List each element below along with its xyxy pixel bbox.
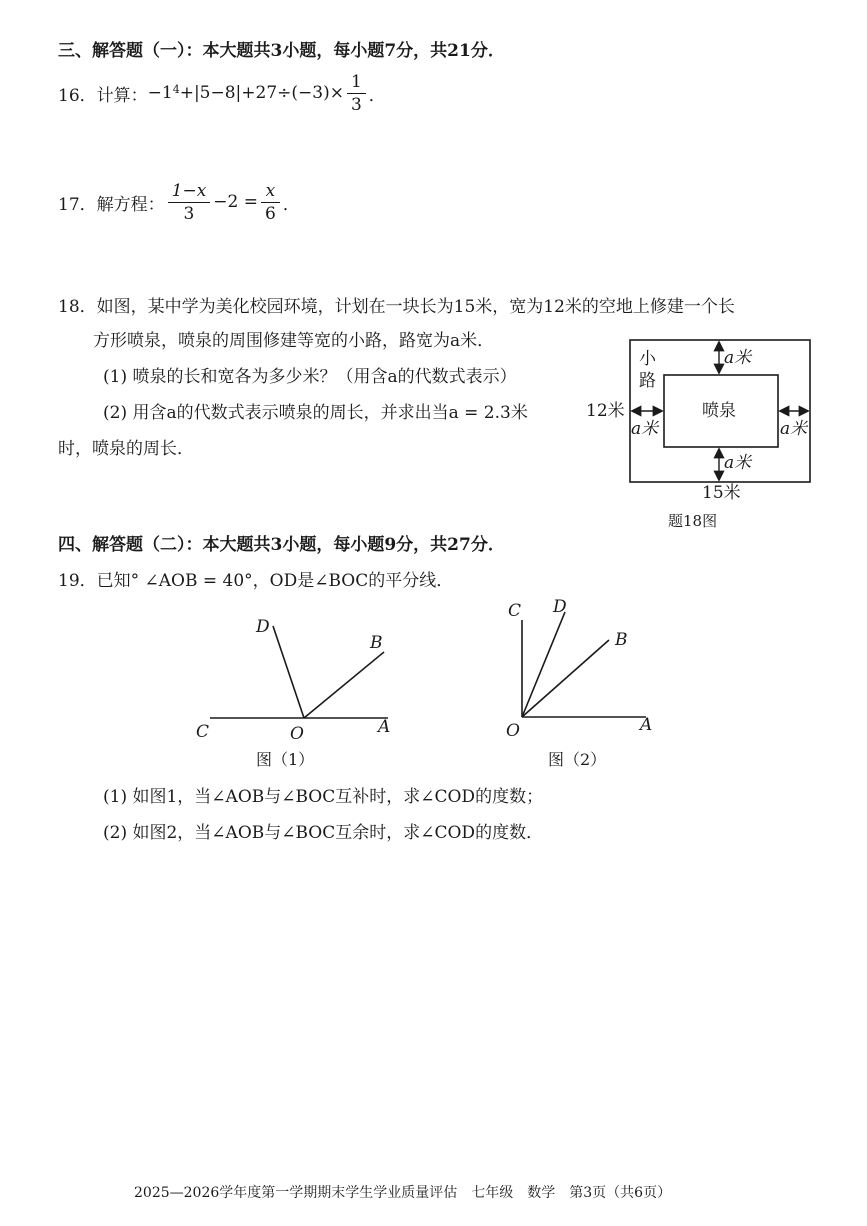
q18-figure bbox=[584, 336, 824, 536]
left-width-label: a米 bbox=[631, 419, 659, 439]
q16-tail: ． bbox=[368, 85, 386, 106]
fig1-label-C: C bbox=[196, 722, 210, 742]
q16-expr-middle: +|5−8|+27÷(−3)× bbox=[179, 83, 344, 103]
q16-label: 16．计算： bbox=[58, 85, 148, 106]
q16-exponent: 4 bbox=[172, 82, 180, 96]
road-label-1: 小 bbox=[639, 349, 656, 369]
ray-OB-2 bbox=[522, 640, 609, 717]
ray-OD bbox=[273, 626, 304, 718]
fig1-label-A: A bbox=[378, 717, 391, 737]
section-3-heading: 三、解答题（一）：本大题共3小题，每小题7分，共21分． bbox=[58, 41, 505, 61]
right-width-label: a米 bbox=[780, 419, 808, 439]
question-16 bbox=[58, 70, 386, 116]
fig2-label-D: D bbox=[553, 597, 567, 617]
fig2-label-A: A bbox=[640, 715, 653, 735]
fig2-label-C: C bbox=[508, 601, 522, 621]
q19-stem: 19．已知° ∠AOB = 40°，OD是∠BOC的平分线． bbox=[58, 571, 454, 591]
fig1-label-D: D bbox=[256, 617, 270, 637]
q19-figure-1 bbox=[190, 608, 410, 773]
top-width-label: a米 bbox=[724, 348, 752, 368]
section-4-heading: 四、解答题（二）：本大题共3小题，每小题9分，共27分． bbox=[58, 535, 505, 555]
q16-expr-before: −1 bbox=[147, 83, 173, 103]
fig1-label-B: B bbox=[370, 633, 383, 653]
q19-part-1: (1) 如图1，当∠AOB与∠BOC互补时，求∠COD的度数； bbox=[103, 787, 544, 807]
road-label-2: 路 bbox=[639, 371, 656, 391]
q17-frac2-den: 6 bbox=[265, 203, 276, 224]
fig1-caption: 图（1） bbox=[256, 750, 315, 769]
q17-frac2-num: x bbox=[261, 180, 280, 203]
q16-frac-den: 3 bbox=[350, 94, 362, 115]
q18-line-1: 18．如图，某中学为美化校园环境，计划在一块长为15米，宽为12米的空地上修建一个长 bbox=[58, 297, 735, 317]
field-width-label: 12米 bbox=[586, 401, 625, 421]
fig1-label-O: O bbox=[290, 724, 304, 744]
q17-frac1-den: 3 bbox=[183, 203, 195, 224]
ray-OB bbox=[304, 652, 384, 718]
ray-OD-2 bbox=[522, 612, 565, 717]
page-footer: 2025—2026学年度第一学期期末学生学业质量评估 七年级 数学 第3页（共6页） bbox=[134, 1185, 672, 1201]
field-length-label: 15米 bbox=[702, 483, 741, 503]
q19-part-2: (2) 如图2，当∠AOB与∠BOC互余时，求∠COD的度数． bbox=[103, 823, 544, 843]
fig2-label-O: O bbox=[506, 721, 520, 741]
fig2-caption: 图（2） bbox=[548, 750, 607, 769]
question-17 bbox=[58, 178, 300, 226]
q18-part-1: (1) 喷泉的长和宽各为多少米？（用含a的代数式表示） bbox=[103, 367, 517, 387]
q17-middle: −2 = bbox=[213, 192, 259, 212]
q17-tail: ． bbox=[282, 194, 300, 215]
q18-line-2: 方形喷泉，喷泉的周围修建等宽的小路，路宽为a米． bbox=[93, 331, 495, 351]
figure-18-caption: 题18图 bbox=[668, 512, 718, 530]
q17-frac1-num: 1−x bbox=[168, 180, 211, 203]
fig2-label-B: B bbox=[615, 630, 628, 650]
q17-label: 17．解方程： bbox=[58, 194, 165, 215]
q18-part-2: (2) 用含a的代数式表示喷泉的周长，并求出当a = 2.3米 bbox=[103, 403, 528, 423]
bottom-width-label: a米 bbox=[724, 453, 752, 473]
q17-fraction-right bbox=[261, 180, 280, 225]
q18-part-2-continued: 时，喷泉的周长． bbox=[58, 439, 194, 459]
q16-fraction bbox=[347, 71, 366, 116]
fountain-label: 喷泉 bbox=[702, 401, 736, 421]
q16-frac-num: 1 bbox=[347, 71, 366, 94]
q17-fraction-left bbox=[168, 180, 211, 225]
q19-figure-2 bbox=[496, 590, 666, 775]
